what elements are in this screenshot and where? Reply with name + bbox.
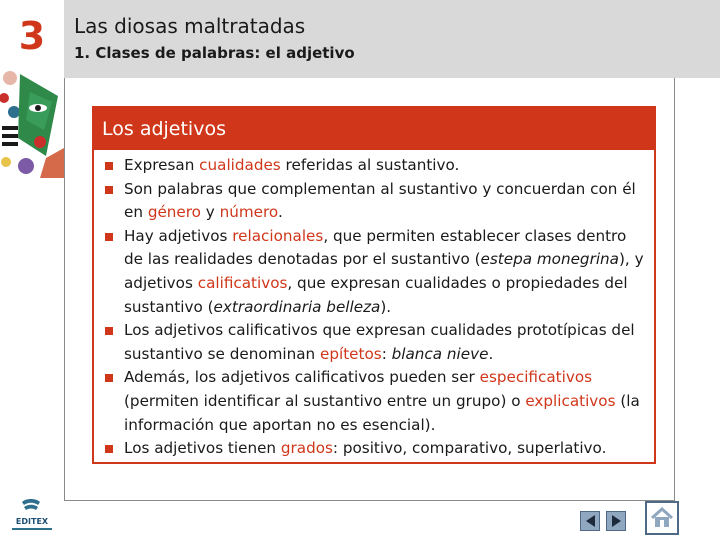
arrow-left-icon [586,515,595,527]
bullet-text: Hay adjetivos [124,226,233,245]
bullet-text: Expresan [124,156,200,174]
content-card [92,106,656,464]
decorative-illustration [0,68,64,178]
bullet-item [124,178,646,225]
highlighted-term: género [147,203,201,222]
bullet-item [124,154,646,178]
bullet-text: . [488,344,494,363]
highlighted-term: número [219,203,278,222]
bullet-text: (permiten identificar al sustantivo entre un grupo) o [124,391,526,410]
page-subtitle: 1. Clases de palabras: el adjetivo [74,44,355,62]
arrow-right-icon [612,515,621,527]
bullet-text: : [381,344,392,363]
bullet-list [94,150,654,461]
bullet-item [124,366,646,437]
highlighted-term: calificativos [197,273,288,292]
bullet-text: , que permiten establecer clases dentro de las realidades denotadas por el sustantivo ( [124,226,627,269]
page-title: Las diosas maltratadas [74,14,306,38]
editex-logo [8,498,56,538]
bullet-text: referidas al sustantivo. [280,156,460,174]
highlighted-term: grados [280,439,333,458]
svg-text:EDITEX: EDITEX [15,517,49,526]
example-text: blanca nieve [391,344,489,363]
bullet-text: Son palabras que complementan al sustantivo y concuerdan con él en [124,179,636,222]
bullet-text: Los adjetivos tienen [124,439,281,458]
example-text: estepa monegrina [480,250,619,269]
bullet-text: Los adjetivos calificativos que expresan cualidades prototípicas del sustantivo se denominan [124,321,635,363]
home-button[interactable] [645,501,679,535]
bullet-text: Además, los adjetivos calificativos pueden ser [124,368,480,387]
home-icon [649,505,675,531]
chapter-number: 3 [18,14,46,58]
bullet-text: . [277,203,283,222]
bullet-text: : positivo, comparativo, superlativo. [332,439,607,458]
highlighted-term: explicativos [525,391,616,410]
bullet-item [124,319,646,366]
bullet-item [124,437,646,461]
highlighted-term: especificativos [479,368,593,387]
highlighted-term: cualidades [199,156,281,174]
bullet-text: ), y adjetivos [124,250,644,292]
bullet-text: ). [380,297,392,316]
bullet-text: y [200,203,220,222]
header-bar [64,0,720,78]
next-slide-button[interactable] [606,511,626,531]
highlighted-term: relacionales [232,226,324,245]
prev-slide-button[interactable] [580,511,600,531]
left-strip [0,0,64,540]
example-text: extraordinaria belleza [213,297,381,316]
highlighted-term: epítetos [320,344,382,363]
card-heading: Los adjetivos [94,108,654,150]
bullet-item [124,225,646,319]
bullet-text: (la información que aportan no es esencial). [124,391,640,434]
bullet-text: , que expresan cualidades o propiedades del sustantivo ( [124,273,628,316]
